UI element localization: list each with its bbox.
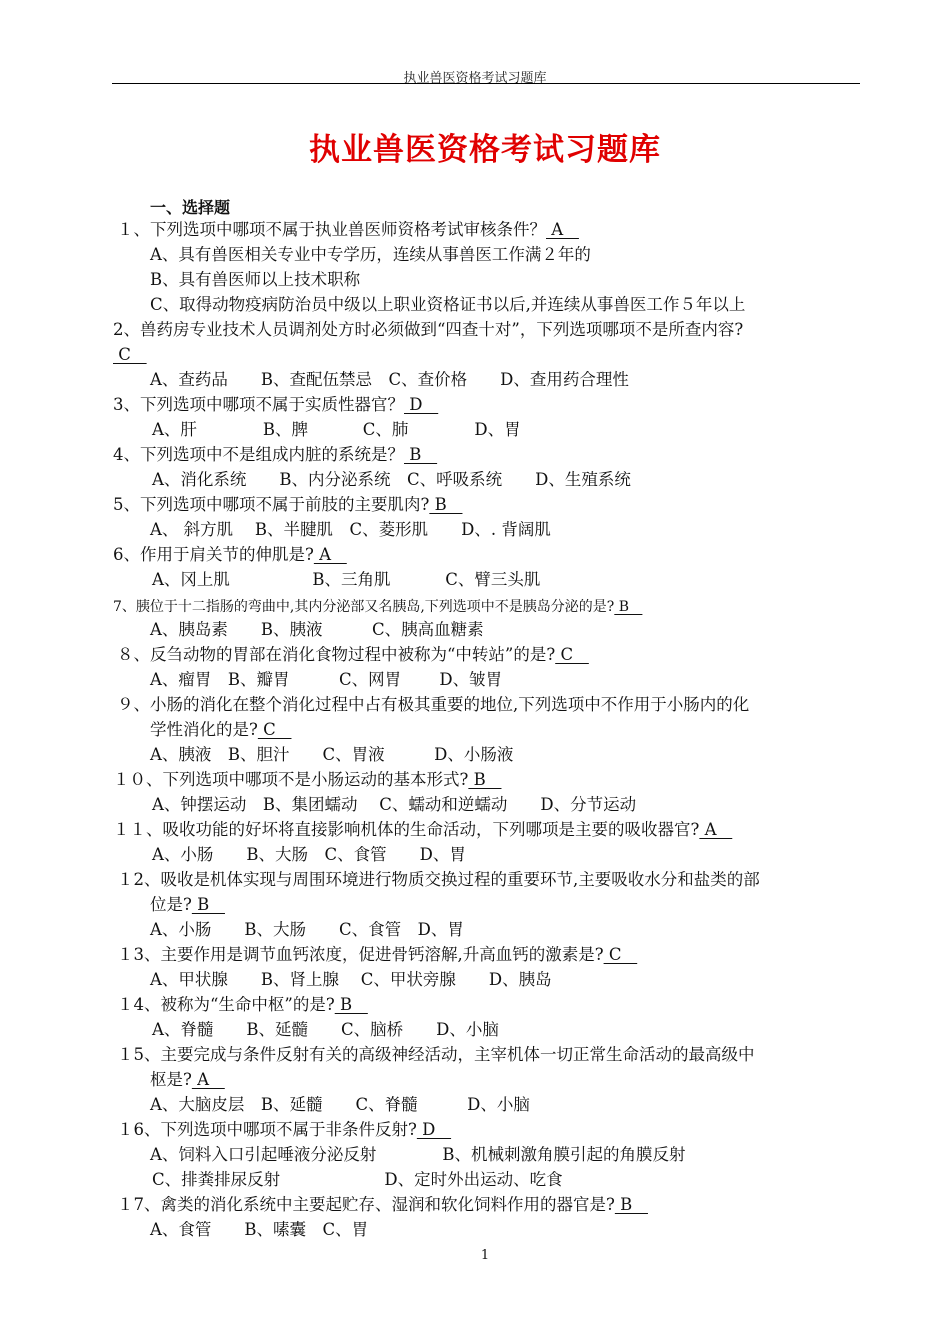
answer-blank: B: [334, 995, 368, 1014]
question-line: [152, 570, 540, 590]
answer-blank: D: [416, 1120, 452, 1139]
question-text: １、下列选项中哪项不属于执业兽医师资格考试审核条件？: [117, 220, 546, 239]
question-text: １7、禽类的消化系统中主要起贮存、湿润和软化饲料作用的器官是?: [117, 1195, 615, 1214]
question-line: [150, 1220, 368, 1240]
question-text: １6、下列选项中哪项不属于非条件反射?: [117, 1120, 417, 1139]
question-text: A、消化系统 B、内分泌系统 C、呼吸系统 D、生殖系统: [152, 470, 631, 489]
question-line: [113, 597, 642, 617]
question-text: A、瘤胃 B、瓣胃 C、网胃 D、皱胃: [150, 670, 503, 689]
question-line: [117, 945, 637, 965]
question-text: ８、反刍动物的胃部在消化食物过程中被称为“中转站”的是?: [117, 645, 556, 664]
question-line: [152, 795, 636, 815]
question-line: [152, 1170, 563, 1190]
answer-blank: B: [191, 895, 225, 914]
question-text: １2、吸收是机体实现与周围环境进行物质交换过程的重要环节,主要吸收水分和盐类的部: [117, 870, 760, 889]
question-text: 2、兽药房专业技术人员调剂处方时必须做到“四查十对”，下列选项哪项不是所查内容?: [113, 320, 744, 339]
section-heading: 一、选择题: [150, 198, 231, 217]
answer-blank: D: [404, 395, 439, 414]
question-line: [150, 520, 551, 540]
answer-blank: A: [546, 220, 579, 239]
question-line: [152, 420, 521, 440]
question-text: A、肝 B、脾 C、肺 D、胃: [152, 420, 521, 439]
question-line: [113, 820, 732, 840]
question-text: 3、下列选项中哪项不属于实质性器官？: [113, 395, 404, 414]
question-text: 位是?: [150, 895, 192, 914]
question-line: [150, 1095, 530, 1115]
question-text: A、胰液 B、胆汁 C、胃液 D、小肠液: [150, 745, 514, 764]
question-line: [117, 645, 589, 665]
answer-blank: A: [313, 545, 347, 564]
question-text: A、钟摆运动 B、集团蠕动 C、蠕动和逆蠕动 D、分节运动: [152, 795, 637, 814]
question-line: [117, 695, 749, 715]
question-line: [117, 1195, 648, 1215]
answer-blank: A: [699, 820, 733, 839]
question-line: [117, 1045, 755, 1065]
question-text: C、取得动物疫病防治员中级以上职业资格证书以后,并连续从事兽医工作５年以上: [150, 295, 746, 314]
question-text: 4、下列选项中不是组成内脏的系统是？: [113, 445, 404, 464]
question-line: [150, 1145, 686, 1165]
question-text: A、查药品 B、查配伍禁忌 C、查价格 D、查用药合理性: [150, 370, 629, 389]
question-line: [113, 320, 743, 340]
question-line: [113, 345, 147, 365]
question-text: １4、被称为“生命中枢”的是?: [117, 995, 335, 1014]
question-text: A、脊髓 B、延髓 C、脑桥 D、小脑: [152, 1020, 499, 1039]
answer-blank: B: [614, 1195, 648, 1214]
question-text: 学性消化的是?: [150, 720, 258, 739]
question-text: A、小肠 B、大肠 C、食管 D、胃: [152, 845, 466, 864]
question-text: A、冈上肌 B、三角肌 C、臂三头肌: [152, 570, 541, 589]
question-text: A、具有兽医相关专业中专学历，连续从事兽医工作满２年的: [150, 245, 591, 264]
question-text: B、具有兽医师以上技术职称: [150, 270, 361, 289]
answer-blank: B: [404, 445, 438, 464]
question-text: A、大脑皮层 B、延髓 C、脊髓 D、小脑: [150, 1095, 530, 1114]
question-line: [150, 745, 513, 765]
question-line: [117, 1120, 451, 1140]
question-text: ９、小肠的消化在整个消化过程中占有极其重要的地位,下列选项中不作用于小肠内的化: [117, 695, 750, 714]
question-line: [150, 620, 484, 640]
question-text: １3、主要作用是调节血钙浓度，促进骨钙溶解,升高血钙的激素是?: [117, 945, 604, 964]
question-text: A、饲料入口引起唾液分泌反射 B、机械刺激角膜引起的角膜反射: [150, 1145, 686, 1164]
answer-blank: B: [468, 770, 502, 789]
question-line: [152, 470, 631, 490]
page-number: 1: [480, 1248, 490, 1263]
question-text: A、甲状腺 B、肾上腺 C、甲状旁腺 D、胰岛: [150, 970, 552, 989]
question-line: [150, 720, 291, 740]
question-line: [117, 995, 368, 1015]
question-line: [150, 370, 629, 390]
question-text: A、小肠 B、大肠 C、食管 D、胃: [150, 920, 464, 939]
question-line: [150, 920, 464, 940]
question-text: C、排粪排尿反射 D、定时外出运动、吃食: [152, 1170, 563, 1189]
question-text: 枢是?: [150, 1070, 192, 1089]
answer-blank: C: [603, 945, 638, 964]
question-line: [113, 495, 462, 515]
question-line: [113, 770, 501, 790]
question-line: [113, 395, 438, 415]
question-line: [152, 845, 466, 865]
answer-blank: C: [113, 345, 147, 364]
question-text: １０、下列选项中哪项不是小肠运动的基本形式?: [113, 770, 469, 789]
question-line: [113, 545, 347, 565]
question-text: A、胰岛素 B、胰液 C、胰高血糖素: [150, 620, 484, 639]
question-line: [150, 970, 552, 990]
question-line: [117, 870, 760, 890]
question-line: [152, 1020, 499, 1040]
question-text: A、食管 B、嗉囊 C、胃: [150, 1220, 369, 1239]
question-line: [113, 445, 437, 465]
question-line: [150, 895, 225, 915]
document-title: 执业兽医资格考试习题库: [309, 132, 661, 168]
answer-blank: C: [555, 645, 589, 664]
question-text: 5、下列选项中哪项不属于前肢的主要肌肉?: [113, 495, 430, 514]
question-text: １１、吸收功能的好坏将直接影响机体的生命活动，下列哪项是主要的吸收器官?: [113, 820, 700, 839]
question-text: １5、主要完成与条件反射有关的高级神经活动，主宰机体一切正常生命活动的最高级中: [117, 1045, 755, 1064]
answer-blank: B: [429, 495, 463, 514]
answer-blank: B: [614, 599, 643, 615]
question-line: [150, 1070, 225, 1090]
running-header: 执业兽医资格考试习题库: [403, 71, 547, 86]
question-text: 7、胰位于十二指肠的弯曲中,其内分泌部又名胰岛,下列选项中不是胰岛分泌的是?: [113, 599, 615, 615]
answer-blank: C: [257, 720, 292, 739]
question-text: A、 斜方肌 B、半腱肌 C、菱形肌 D、. 背阔肌: [150, 520, 551, 539]
answer-blank: A: [191, 1070, 225, 1089]
question-line: [117, 220, 579, 240]
question-line: [150, 245, 591, 265]
question-line: [150, 270, 360, 290]
question-text: 6、作用于肩关节的伸肌是?: [113, 545, 314, 564]
question-line: [150, 295, 745, 315]
question-line: [150, 670, 502, 690]
